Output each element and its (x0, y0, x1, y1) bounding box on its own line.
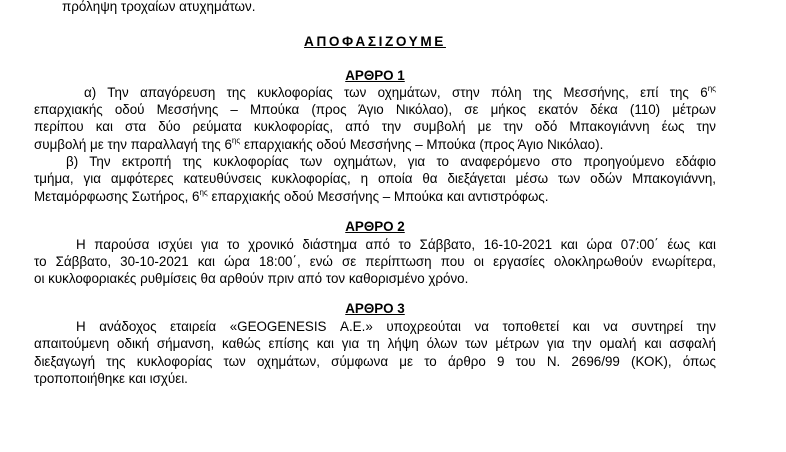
article3-line-4: τροποποιήθηκε και ισχύει. (34, 371, 188, 386)
article2-line-2: το Σάββατο, 30-10-2021 και ώρα 18:00΄, ενώ σε περίπτωση που οι εργασίες ολοκληρωθούν ενωρίτερα, (34, 254, 716, 269)
article3-line-1: Η ανάδοχος εταιρεία «GEOGENESIS Α.Ε.» υποχρεούται να τοποθετεί και να συντηρεί την (76, 319, 716, 334)
article1-line-7: Μεταμόρφωσης Σωτήρος, $6^{\eta\varsigma}$ επαρχιακής οδού Μεσσήνης – Μπούκα και αντιστρόφως. (34, 188, 549, 204)
article3-heading: ΑΡΘΡΟ 3 (345, 301, 405, 316)
top-line: πρόληψη τροχαίων ατυχημάτων. (62, 0, 256, 14)
article1-line-6: τμήμα, για αμφότερες κατευθύνσεις κυκλοφορίας, η οποία θα διεξάγεται μέσω των οδών Μπακογιάννη, (34, 171, 716, 186)
decide-heading: ΑΠΟΦΑΣΙΖΟΥΜΕ (304, 34, 446, 49)
article3-line-2: απαιτούμενη οδική σήμανση, καθώς επίσης και για τη λήψη όλων των μέτρων για την ομαλή και ασφαλή (34, 336, 716, 351)
article1-line-3: περίπου και στα δύο ρεύματα κυκλοφορίας, από την συμβολή με την οδό Μπακογιάννη έως την (34, 119, 716, 134)
article1-heading: ΑΡΘΡΟ 1 (345, 68, 405, 83)
article3-line-3: διεξαγωγή της κυκλοφορίας των οχημάτων, σύμφωνα με το άρθρο 9 του Ν. 2696/99 (ΚΟΚ), όπως (34, 354, 716, 369)
article2-line-3: οι κυκλοφοριακές ρυθμίσεις θα αρθούν πριν από τον καθορισμένο χρόνο. (34, 271, 469, 286)
article2-heading: ΑΡΘΡΟ 2 (345, 219, 405, 234)
article2-line-1: Η παρούσα ισχύει για το χρονικό διάστημα από το Σάββατο, 16-10-2021 και ώρα 07:00΄ έως και (76, 237, 716, 252)
article1-line-2: επαρχιακής οδού Μεσσήνης – Μπούκα (προς Άγιο Νικόλαο), σε μήκος εκατόν δέκα (110) μέτρων (34, 102, 716, 117)
article1-line-5: β) Την εκτροπή της κυκλοφορίας των οχημάτων, για το αναφερόμενο στο προηγούμενο εδάφιο (66, 154, 716, 169)
article1-line-1: α) Την απαγόρευση της κυκλοφορίας των οχημάτων, στην πόλη της Μεσσήνης, επί της $6^{\eta\varsigma}$ (84, 84, 716, 100)
article1-line-4: συμβολή με την παραλλαγή της $6^{\eta\varsigma}$ επαρχιακής οδού Μεσσήνης – Μπούκα (προς Άγιο Νικόλαο). (34, 136, 604, 152)
